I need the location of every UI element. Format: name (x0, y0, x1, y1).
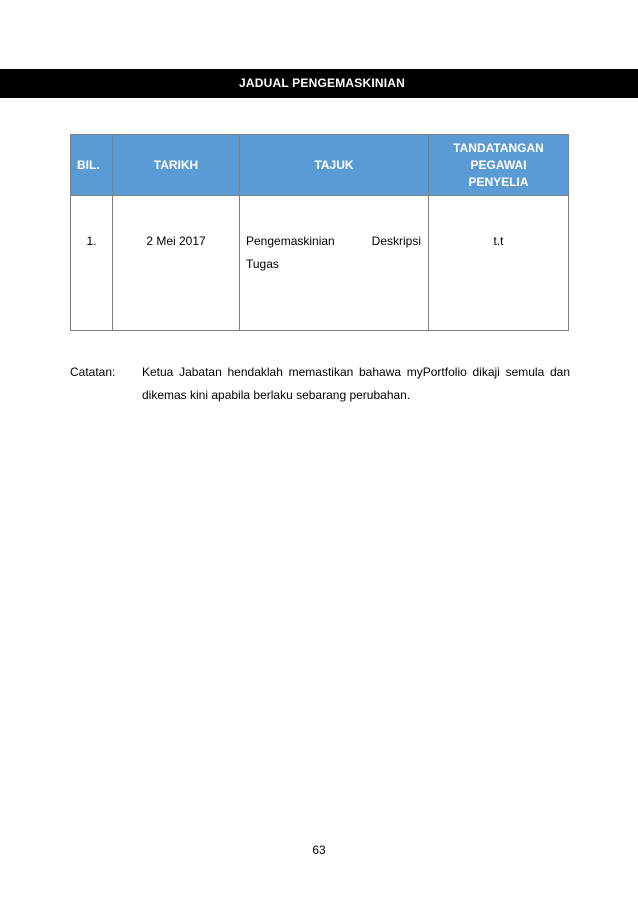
update-table (70, 134, 569, 331)
page-title: JADUAL PENGEMASKINIAN (239, 76, 405, 90)
page-title-bar (0, 69, 638, 98)
cell-tajuk: Pengemaskinian Deskripsi Tugas (240, 196, 429, 331)
column-header-tarikh: TARIKH (113, 135, 240, 196)
column-header-tandatangan-line2: PEGAWAI (470, 157, 527, 172)
column-header-tandatangan-line3: PENYELIA (468, 174, 529, 189)
page-number: 63 (312, 843, 326, 857)
column-header-tandatangan (429, 135, 569, 196)
note-text: Ketua Jabatan hendaklah memastikan bahawa myPortfolio dikaji semula dan dikemas kini apabila berlaku sebarang perubahan. (142, 365, 570, 402)
note-label: Catatan: (70, 365, 116, 379)
table-header-row (71, 135, 569, 196)
column-header-tajuk: TAJUK (240, 135, 429, 196)
cell-tandatangan: t.t (429, 196, 569, 331)
column-header-bil: BIL. (71, 135, 113, 196)
column-header-tandatangan-line1: TANDATANGAN (453, 140, 544, 155)
table-row (71, 196, 569, 331)
cell-tarikh: 2 Mei 2017 (113, 196, 240, 331)
cell-bil: 1. (71, 196, 113, 331)
